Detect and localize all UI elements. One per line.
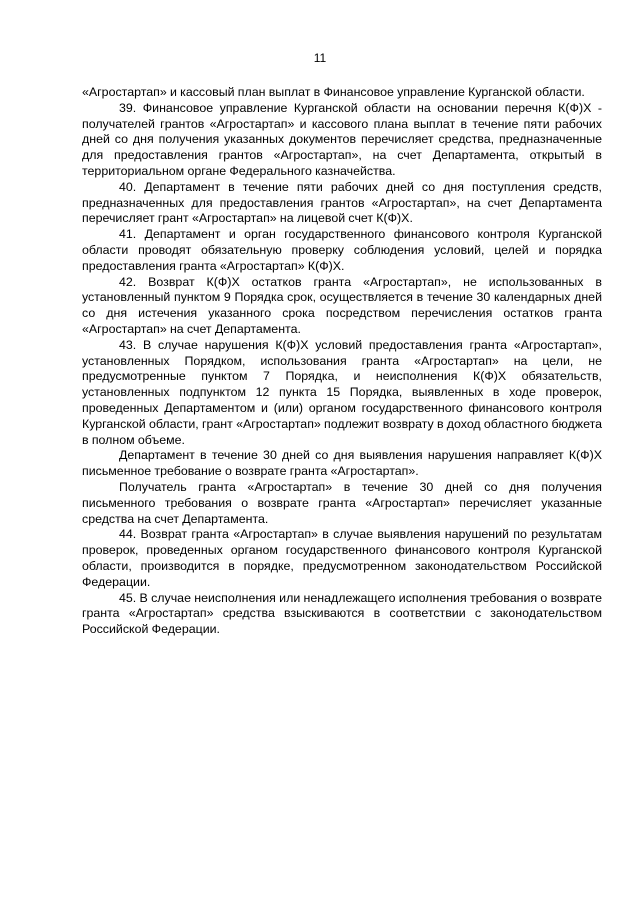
paragraph-39: 39. Финансовое управление Курганской области на основании перечня К(Ф)Х - получателей грантов «Агростартап» и кассового плана выплат в течение пяти рабочих дней со дня получения указанных документов перечисляет средства, предназначенные для предоставления грантов «Агростартап», на счет Департамента, открытый в территориальном органе Федерального казначейства. bbox=[82, 100, 602, 178]
paragraph-45: 45. В случае неисполнения или ненадлежащего исполнения требования о возврате гранта «Агростартап» средства взыскиваются в соответствии с законодательством Российской Федерации. bbox=[82, 590, 602, 637]
paragraph-43: 43. В случае нарушения К(Ф)Х условий предоставления гранта «Агростартап», установленных Порядком, использования гранта «Агростартап» на цели, не предусмотренные пунктом 7 Порядка, и неисполнения К(Ф)Х обязательств, установленных подпунктом 12 пункта 15 Порядка, выявленных в ходе проверок, проведенных Департаментом и (или) органом государственного финансового контроля Курганской области, грант «Агростартап» подлежит возврату в доход областного бюджета в полном объеме. bbox=[82, 337, 602, 447]
paragraph-continuation: «Агростартап» и кассовый план выплат в Финансовое управление Курганской области. bbox=[82, 85, 585, 99]
paragraph-41: 41. Департамент и орган государственного финансового контроля Курганской области проводят обязательную проверку соблюдения условий, целей и порядка предоставления гранта «Агростартап» К(Ф)Х. bbox=[82, 227, 602, 273]
paragraph-42: 42. Возврат К(Ф)Х остатков гранта «Агростартап», не использованных в установленный пунктом 9 Порядка срок, осуществляется в течение 30 календарных дней со дня истечения указанного срока посредством перечисления остатков гранта «Агростартап» на счет Департамента. bbox=[82, 274, 602, 336]
paragraph-43-repayment: Получатель гранта «Агростартап» в течение 30 дней со дня получения письменного требования о возврате гранта «Агростартап» перечисляет указанные средства на счет Департамента. bbox=[82, 479, 602, 526]
document-body bbox=[82, 85, 602, 638]
paragraph-44: 44. Возврат гранта «Агростартап» в случае выявления нарушений по результатам проверок, проведенных органом государственного финансового контроля Курганской области, производится в порядке, предусмотренном законодательством Российской Федерации. bbox=[82, 527, 602, 589]
paragraph-40: 40. Департамент в течение пяти рабочих дней со дня поступления средств, предназначенных для предоставления грантов «Агростартап», на счет Департамента перечисляет грант «Агростартап» на лицевой счет К(Ф)Х. bbox=[82, 179, 602, 226]
page-number: 11 bbox=[313, 51, 327, 65]
paragraph-43-notice: Департамент в течение 30 дней со дня выявления нарушения направляет К(Ф)Х письменное требование о возврате гранта «Агростартап». bbox=[82, 448, 602, 479]
